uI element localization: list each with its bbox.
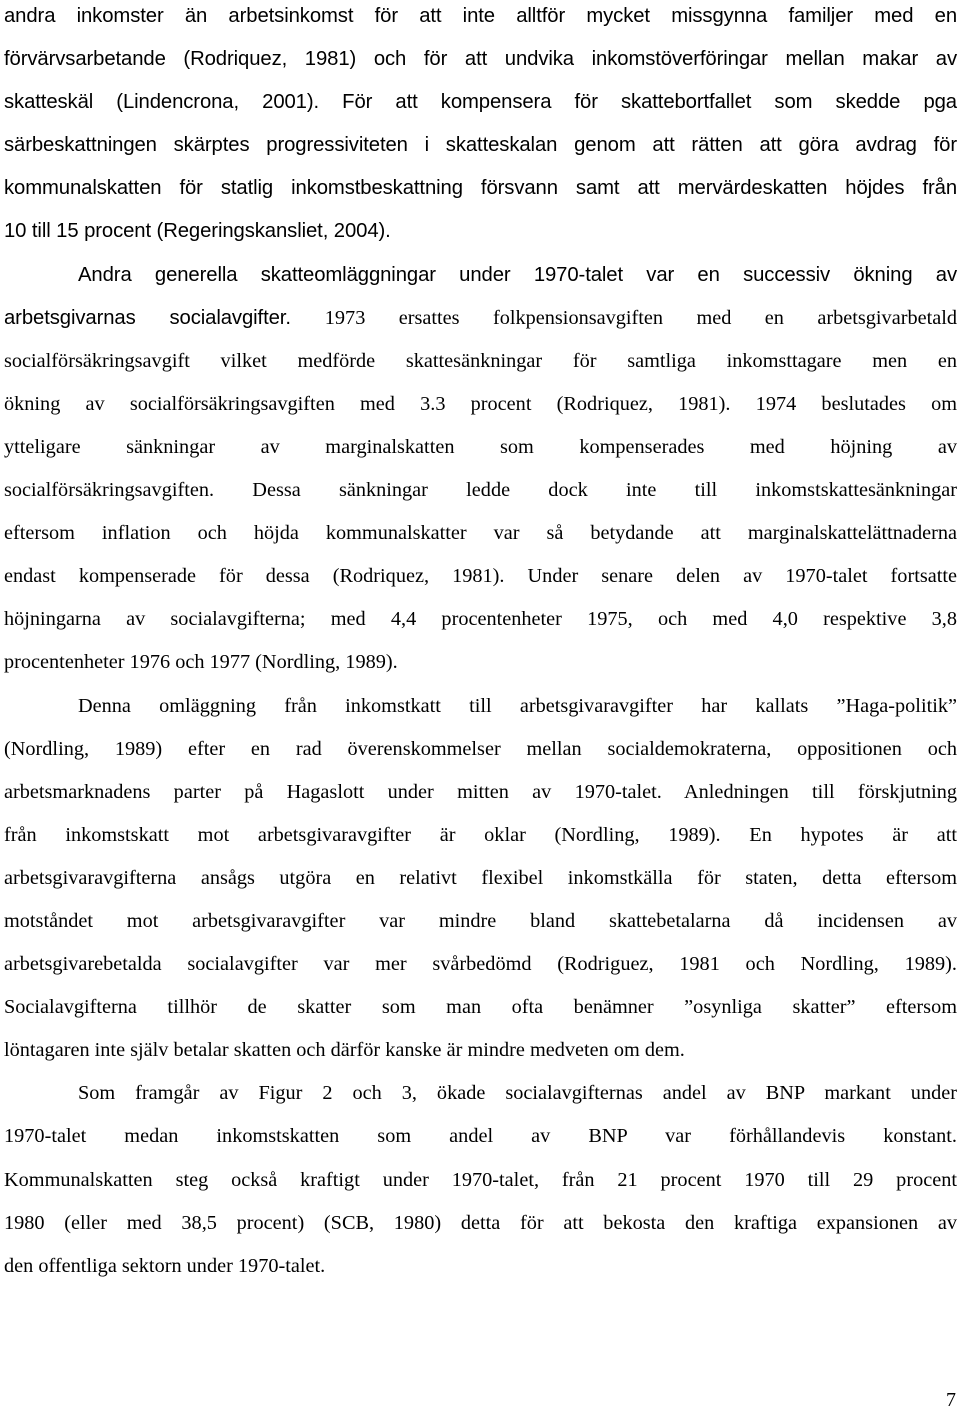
text-segment: från inkomstskatt mot arbetsgivaravgifter är oklar (Nordling, 1989). En hypotes är att — [4, 823, 957, 846]
text-line — [4, 555, 957, 598]
text-line — [4, 728, 957, 771]
text-segment: Andra generella skatteomläggningar under 1970-talet var en successiv ökning av — [78, 263, 957, 286]
text-line — [4, 814, 957, 857]
text-line — [4, 1115, 957, 1158]
paragraph — [4, 685, 957, 1073]
text-line — [4, 469, 957, 512]
text-line — [4, 254, 957, 297]
text-line — [4, 1072, 957, 1115]
text-line — [4, 685, 957, 728]
text-line — [4, 383, 957, 426]
text-segment: kommunalskatten för statlig inkomstbeskattning försvann samt att mervärdeskatten höjdes från — [4, 177, 957, 200]
text-segment: arbetsgivarebetalda socialavgifter var mer svårbedömd (Rodriguez, 1981 och Nordling, 1989). — [4, 953, 957, 976]
page-number: 7 — [946, 1389, 956, 1411]
text-line — [4, 857, 957, 900]
paragraph — [4, 1072, 957, 1287]
text-line — [4, 1029, 957, 1072]
text-line — [4, 1202, 957, 1245]
text-segment: ytteligare sänkningar av marginalskatten som kompenserades med höjning av — [4, 435, 957, 458]
text-line — [4, 900, 957, 943]
text-line — [4, 1159, 957, 1202]
text-line — [4, 426, 957, 469]
text-segment: arbetsgivaravgifterna ansågs utgöra en relativt flexibel inkomstkälla för staten, detta eftersom — [4, 866, 957, 889]
text-segment: arbetsgivarnas socialavgifter. — [4, 306, 325, 329]
text-segment: löntagaren inte själv betalar skatten och därför kanske är mindre medveten om dem. — [4, 1039, 685, 1062]
text-line — [4, 124, 957, 167]
text-segment: andra inkomster än arbetsinkomst för att inte alltför mycket missgynna familjer med en — [4, 5, 957, 27]
text-segment: förvärvsarbetande (Rodriquez, 1981) och för att undvika inkomstöverföringar mellan makar av — [4, 48, 957, 71]
text-segment: höjningarna av socialavgifterna; med 4,4 procentenheter 1975, och med 4,0 respektive 3,8 — [4, 608, 957, 631]
text-segment: (Nordling, 1989) efter en rad överenskommelser mellan socialdemokraterna, oppositionen och — [4, 737, 957, 760]
text-line — [4, 1245, 957, 1288]
text-line — [4, 38, 957, 81]
text-segment: ökning av socialförsäkringsavgiften med 3.3 procent (Rodriquez, 1981). 1974 beslutades om — [4, 392, 957, 415]
text-line — [4, 641, 957, 684]
text-line — [4, 297, 957, 340]
text-line — [4, 943, 957, 986]
text-segment: 10 till 15 procent (Regeringskansliet, 2004). — [4, 220, 391, 243]
text-segment: endast kompenserade för dessa (Rodriquez, 1981). Under senare delen av 1970-talet fortsatte — [4, 565, 957, 588]
text-segment: 1973 ersattes folkpensionsavgiften med en arbetsgivarbetald — [324, 306, 958, 329]
text-line — [4, 771, 957, 814]
text-segment: socialförsäkringsavgift vilket medförde skattesänkningar för samtliga inkomsttagare men en — [4, 349, 957, 372]
text-segment: Kommunalskatten steg också kraftigt under 1970-talet, från 21 procent 1970 till 29 procent — [4, 1168, 957, 1191]
text-line — [4, 167, 957, 210]
text-segment: Socialavgifterna tillhör de skatter som man ofta benämner ”osynliga skatter” eftersom — [4, 996, 957, 1019]
text-line — [4, 0, 957, 38]
text-segment: För att kompensera för skattebortfallet som skedde pga — [342, 91, 957, 114]
text-segment: arbetsmarknadens parter på Hagaslott under mitten av 1970-talet. Anledningen till förskjutning — [4, 780, 957, 803]
text-line — [4, 81, 957, 124]
text-line — [4, 598, 957, 641]
text-segment: 1970-talet medan inkomstskatten som andel av BNP var förhållandevis konstant. — [4, 1125, 957, 1148]
text-segment: Som framgår av Figur 2 och 3, ökade socialavgifternas andel av BNP markant under — [78, 1082, 957, 1105]
text-line — [4, 986, 957, 1029]
text-line — [4, 210, 957, 253]
paragraph — [4, 0, 957, 254]
text-line — [4, 340, 957, 383]
text-segment: procentenheter 1976 och 1977 (Nordling, 1989). — [4, 651, 398, 674]
text-segment: den offentliga sektorn under 1970-talet. — [4, 1254, 326, 1277]
paragraph — [4, 254, 957, 685]
text-line — [4, 512, 957, 555]
text-segment: särbeskattningen skärptes progressiviteten i skatteskalan genom att rätten att göra avdrag för — [4, 134, 957, 157]
body-text — [4, 0, 957, 1288]
document-page — [4, 0, 957, 1288]
text-segment: socialförsäkringsavgiften. Dessa sänkningar ledde dock inte till inkomstskattesänkningar — [4, 479, 957, 502]
text-segment: Denna omläggning från inkomstkatt till arbetsgivaravgifter har kallats ”Haga-politik” — [78, 694, 957, 717]
text-segment: eftersom inflation och höjda kommunalskatter var så betydande att marginalskattelättnaderna — [4, 522, 957, 545]
text-segment: skatteskäl (Lindencrona, 2001). — [4, 91, 343, 114]
text-segment: motståndet mot arbetsgivaravgifter var mindre bland skattebetalarna då incidensen av — [4, 909, 957, 932]
text-segment: 1980 (eller med 38,5 procent) (SCB, 1980) detta för att bekosta den kraftiga expansionen av — [4, 1211, 957, 1234]
